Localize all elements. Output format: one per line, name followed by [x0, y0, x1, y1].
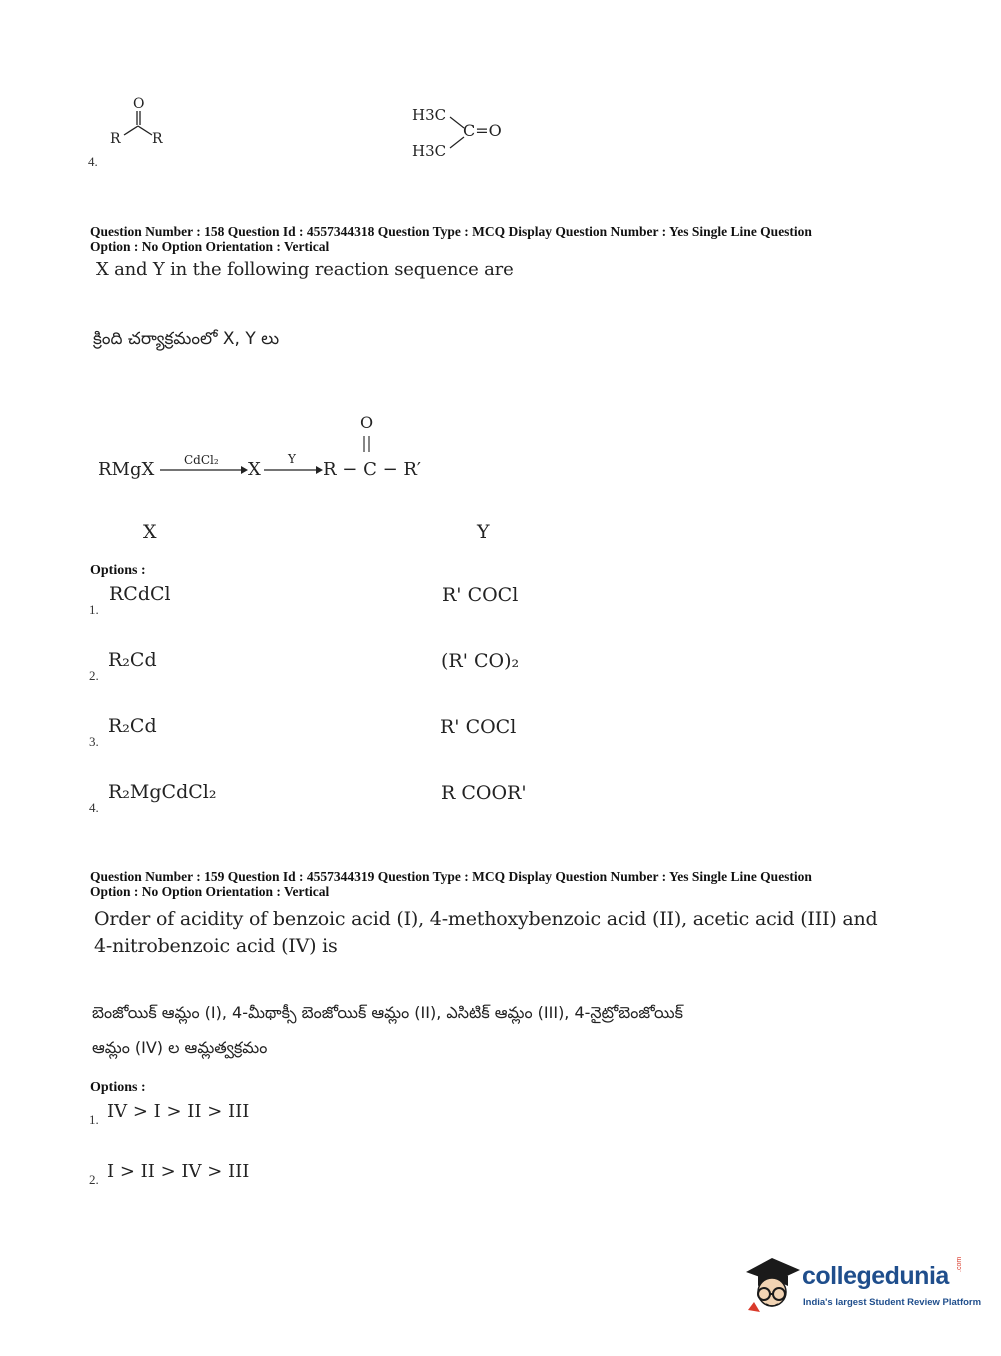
prev-option-number: 4.: [88, 154, 98, 169]
q158-meta-line2: Option : No Option Orientation : Vertical: [90, 239, 330, 254]
q158-option-2-x[interactable]: R₂Cd: [108, 649, 157, 671]
reaction-reagent1: CdCl₂: [184, 453, 219, 467]
reaction-reagent2: Y: [288, 452, 296, 466]
acetone-carbonyl: C=O: [463, 121, 502, 140]
q158-option-1-y[interactable]: R' COCl: [442, 584, 519, 606]
q158-meta: [90, 224, 910, 254]
q158-option-4-number: 4.: [89, 800, 99, 815]
reaction-scheme: [96, 408, 436, 488]
q158-options-label: Options :: [90, 563, 146, 578]
q159-meta-line1: Question Number : 159 Question Id : 4557344319 Question Type : MCQ Display Question Number : Yes Single Line Question: [90, 869, 812, 884]
q159-meta-line2: Option : No Option Orientation : Vertical: [90, 884, 330, 899]
q158-option-4-y[interactable]: R COOR': [441, 782, 527, 804]
logo-suffix: .com: [956, 1256, 963, 1272]
ketone-r2: R: [152, 131, 163, 147]
reaction-reactant: RMgX: [98, 459, 155, 480]
ketone-structure: [100, 92, 180, 152]
acetone-h3c-bottom: H3C: [412, 142, 447, 160]
q158-option-3-y[interactable]: R' COCl: [440, 716, 517, 738]
reaction-oxygen: O: [360, 413, 374, 432]
ketone-r1: R: [110, 131, 121, 147]
reaction-product: R − C − R′: [323, 459, 422, 480]
q159-option-2-text: I > II > IV > III: [107, 1161, 250, 1182]
acetone-structure: [408, 98, 528, 164]
q158-option-3-x[interactable]: R₂Cd: [108, 715, 157, 737]
q159-option-2-number: 2.: [89, 1172, 99, 1187]
reaction-intermediate: X: [248, 459, 261, 480]
q159-question-te-line1: బెంజోయిక్ ఆమ్లం (I), 4-మీథాక్సీ బెంజోయిక్ ఆమ్లం (II), ఎసిటిక్ ఆమ్లం (III), 4-నైట్రోబెంజోయిక్: [92, 1003, 683, 1022]
logo-tagline: India's largest Student Review Platform: [803, 1297, 982, 1308]
q158-option-3-number: 3.: [89, 734, 99, 749]
q158-question-en: X and Y in the following reaction sequence are: [96, 259, 514, 280]
ketone-oxygen: O: [133, 96, 145, 112]
column-header-y: Y: [477, 521, 490, 543]
q159-meta: [90, 869, 910, 899]
q158-option-2-number: 2.: [89, 668, 99, 683]
q158-option-1-number: 1.: [89, 602, 99, 617]
column-header-x: X: [143, 521, 157, 543]
q158-option-1-x[interactable]: RCdCl: [109, 583, 171, 605]
q159-options-label: Options :: [90, 1080, 146, 1095]
q159-option-1-text[interactable]: IV > I > II > III: [107, 1101, 250, 1122]
logo-brand: collegedunia: [802, 1262, 949, 1290]
q158-meta-line1: Question Number : 158 Question Id : 4557344318 Question Type : MCQ Display Question Number : Yes Single Line Question: [90, 224, 812, 239]
q159-question-te-line2: ఆమ్లం (IV) ల ఆమ్లత్వక్రమం: [92, 1038, 268, 1057]
q158-question-te: క్రింది చర్యాక్రమంలో X, Y లు: [93, 329, 280, 349]
student-mascot-icon: [742, 1252, 802, 1314]
q159-question-en-line2: 4-nitrobenzoic acid (IV) is: [94, 935, 338, 957]
q159-question-en-line1: Order of acidity of benzoic acid (I), 4-methoxybenzoic acid (II), acetic acid (III) and: [94, 908, 878, 930]
q158-option-4-x[interactable]: R₂MgCdCl₂: [108, 781, 217, 803]
q158-option-2-y[interactable]: (R' CO)₂: [441, 650, 520, 672]
q159-option-1-number: 1.: [89, 1112, 99, 1127]
collegedunia-logo[interactable]: [742, 1252, 982, 1314]
acetone-h3c-top: H3C: [412, 106, 447, 124]
